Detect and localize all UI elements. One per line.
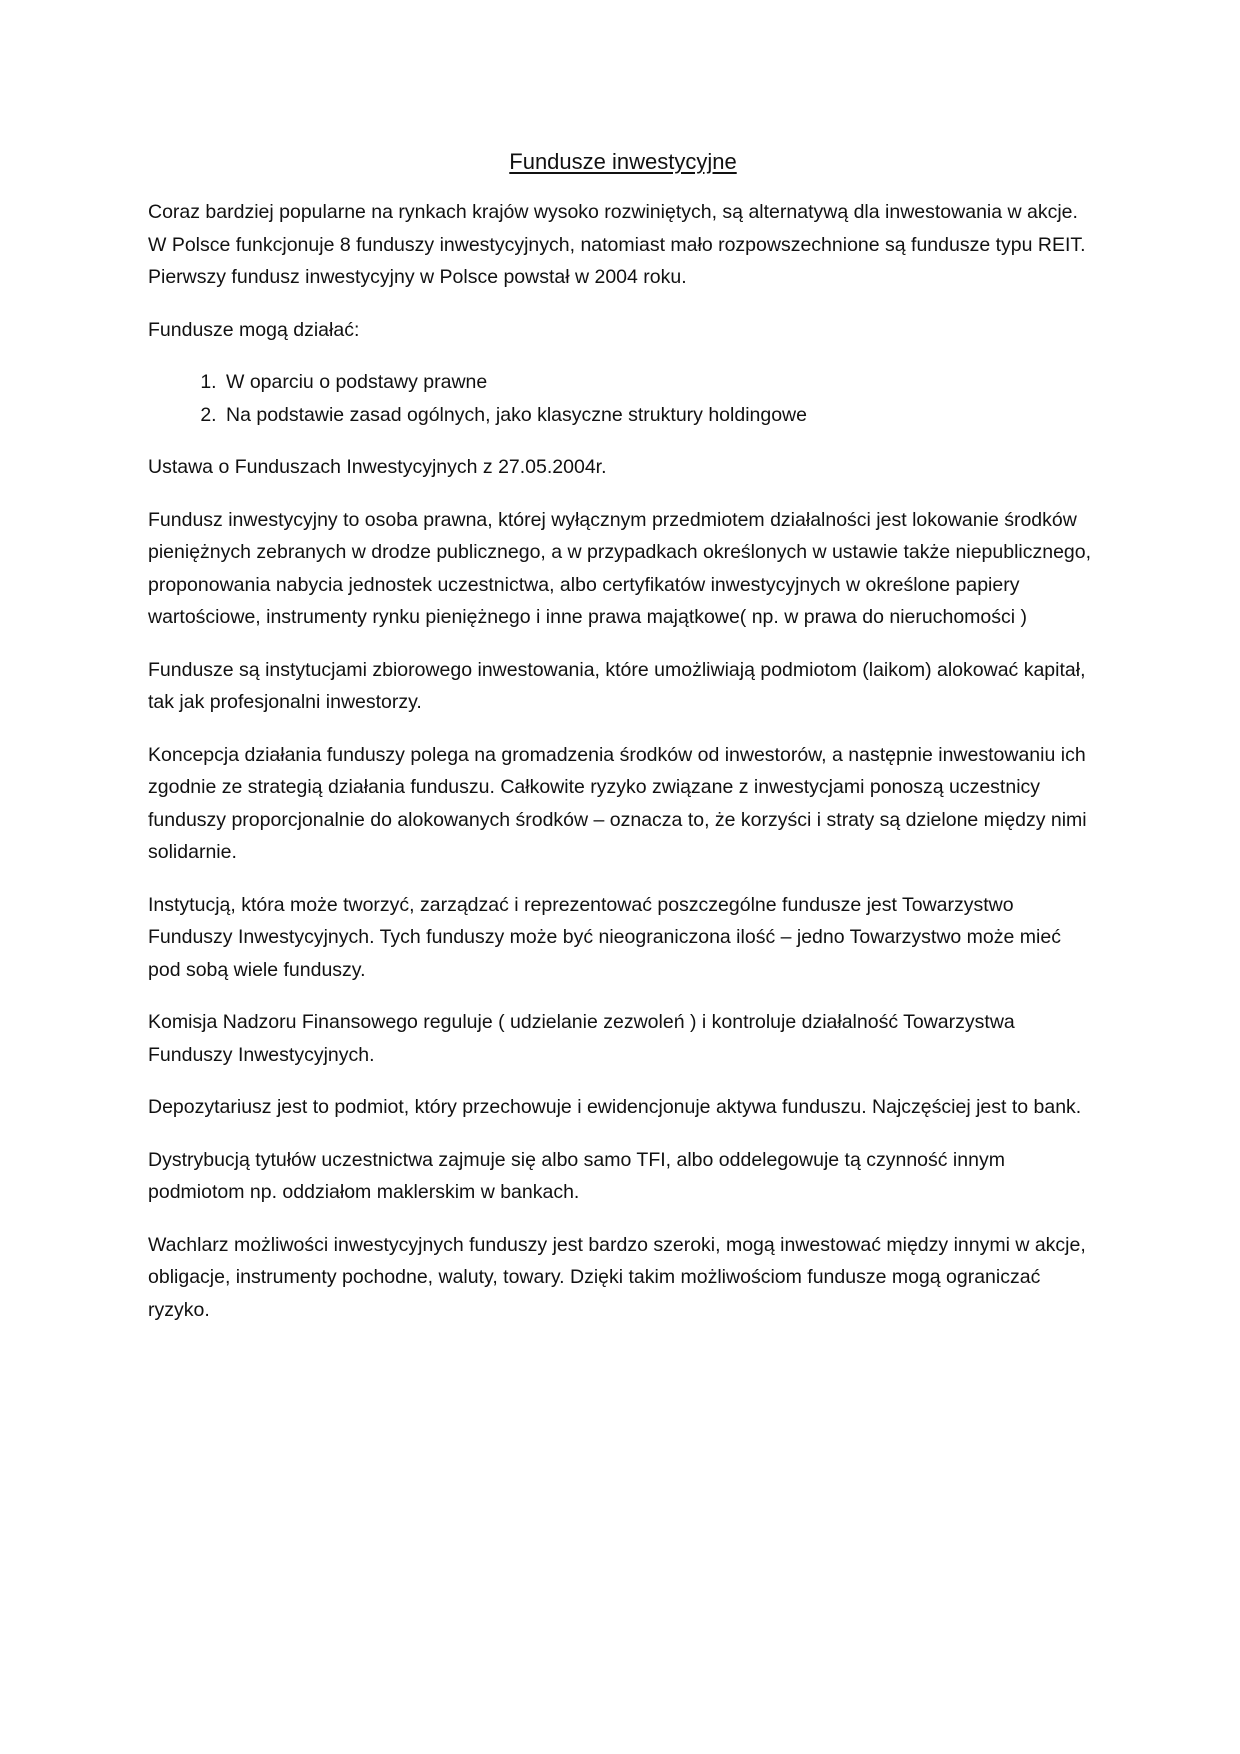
collective-investment-paragraph: Fundusze są instytucjami zbiorowego inwestowania, które umożliwiają podmiotom (laikom) alokować kapitał, tak jak profesjonalni inwestorzy. <box>148 658 1086 713</box>
investment-range-paragraph: Wachlarz możliwości inwestycyjnych funduszy jest bardzo szeroki, mogą inwestować między innymi w akcje, obligacje, instrumenty pochodne, waluty, towary. Dzięki takim możliwościom fundusze mogą ograniczać ryzyko. <box>148 1233 1086 1321</box>
list-item: 1. W oparciu o podstawy prawne <box>222 366 1098 399</box>
intro-paragraph: Coraz bardziej popularne na rynkach krajów wysoko rozwiniętych, są alternatywą dla inwestowania w akcje. W Polsce funkcjonuje 8 funduszy inwestycyjnych, natomiast mało rozpowszechnione są fundusze typu REIT. Pierwszy fundusz inwestycyjny w Polsce powstał w 2004 roku. <box>148 201 1086 288</box>
numbered-list <box>148 366 1098 431</box>
distribution-paragraph: Dystrybucją tytułów uczestnictwa zajmuje się albo samo TFI, albo oddelegowuje tą czynność innym podmiotom np. oddziałom maklerskim w bankach. <box>148 1148 1005 1203</box>
depositary-paragraph: Depozytariusz jest to podmiot, który przechowuje i ewidencjonuje aktywa funduszu. Najczęściej jest to bank. <box>148 1096 1082 1118</box>
law-reference-paragraph: Ustawa o Funduszach Inwestycyjnych z 27.05.2004r. <box>148 456 607 478</box>
document-title: Fundusze inwestycyjne <box>509 149 737 174</box>
concept-paragraph: Koncepcja działania funduszy polega na gromadzenia środków od inwestorów, a następnie inwestowaniu ich zgodnie ze strategią działania funduszu. Całkowite ryzyko związane z inwestycjami ponoszą uczestnicy funduszy proporcjonalnie do alokowanych środków – oznacza to, że korzyści i straty są dzielone między nimi solidarnie. <box>148 743 1087 863</box>
document-body <box>148 146 1098 1346</box>
definition-paragraph: Fundusz inwestycyjny to osoba prawna, której wyłącznym przedmiotem działalności jest lokowanie środków pieniężnych zebranych w drodze publicznego, a w przypadkach określonych w ustawie także niepublicznego, proponowania nabycia jednostek uczestnictwa, albo certyfikatów inwestycyjnych w określone papiery wartościowe, instrumenty rynku pieniężnego i inne prawa majątkowe( np. w prawa do nieruchomości ) <box>148 508 1092 628</box>
list-item: 2. Na podstawie zasad ogólnych, jako klasyczne struktury holdingowe <box>222 399 1098 432</box>
knf-paragraph: Komisja Nadzoru Finansowego reguluje ( udzielanie zezwoleń ) i kontroluje działalność Towarzystwa Funduszy Inwestycyjnych. <box>148 1011 1015 1066</box>
tfi-paragraph: Instytucją, która może tworzyć, zarządzać i reprezentować poszczególne fundusze jest Towarzystwo Funduszy Inwestycyjnych. Tych funduszy może być nieograniczona ilość – jedno Towarzystwo może mieć pod sobą wiele funduszy. <box>148 893 1061 981</box>
list-intro-paragraph: Fundusze mogą działać: <box>148 318 360 341</box>
